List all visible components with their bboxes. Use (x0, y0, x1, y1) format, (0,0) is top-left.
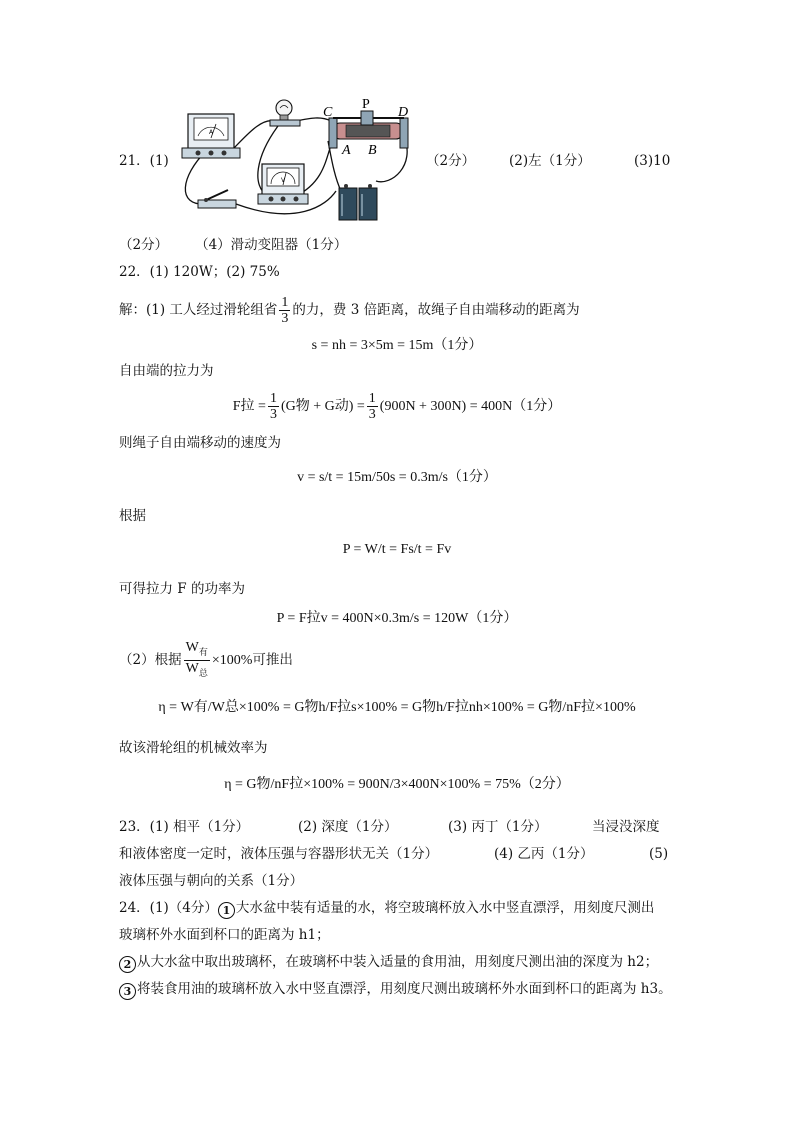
svg-text:A: A (209, 129, 214, 136)
q22-part2: （2）根据 $\frac{W_有}{W_总}$ ×100%可推出 (119, 640, 293, 678)
q23-p4: (4) 乙丙（1分） (494, 846, 594, 862)
label-b: B (368, 143, 377, 158)
q23-p3-cont: 当浸没深度 (592, 819, 660, 835)
q24-step1-cont: 玻璃杯外水面到杯口的距离为 h1； (119, 927, 330, 943)
step-3-marker: 3 (119, 983, 136, 1000)
eq-power-value: P = F拉v = 400N×0.3m/s = 120W（1分） (276, 611, 518, 626)
lamp-icon (270, 100, 300, 126)
q21-line2: （2分） （4）滑动变阻器（1分） (119, 237, 348, 253)
q24-line1: 24．(1)（4分） 1 大水盆中装有适量的水，将空玻璃杯放入水中竖直漂浮，用刻度尺测出 (119, 900, 655, 917)
q21-number: 21．(1) (119, 153, 169, 169)
label-d: D (398, 105, 409, 120)
eq-force: F拉 = $\frac{1}{3}$ (G物 + G动) = $\frac{1}{3}$ (900N + 300N) = 400N（1分） (232, 391, 562, 423)
ammeter-icon (182, 114, 240, 158)
label-p: P (362, 97, 370, 112)
q23-line3: 液体压强与朝向的关系（1分） (119, 873, 304, 889)
pull-label: 自由端的拉力为 (119, 363, 214, 379)
q21-part3: (3)10 (634, 153, 671, 169)
eq-distance: s = nh = 3×5m = 15m（1分） (311, 338, 483, 353)
label-a: A (342, 143, 351, 158)
eq-efficiency-value: η = G物/nF拉×100% = 900N/3×400N×100% = 75%（2分） (224, 777, 570, 792)
voltmeter-icon (258, 164, 308, 204)
efficiency-label: 故该滑轮组的机械效率为 (119, 740, 268, 756)
step-1-marker: 1 (218, 902, 235, 919)
speed-label: 则绳子自由端移动的速度为 (119, 435, 281, 451)
q21-part2: (2)左（1分） (509, 153, 591, 169)
eq-efficiency-derivation: η = W有/W总×100% = G物h/F拉s×100% = G物h/F拉nh×100% = G物/nF拉×100% (158, 700, 636, 715)
label-c: C (323, 105, 333, 120)
q22-intro: 解：(1) 工人经过滑轮组省 $\frac{1}{3}$ 的力，费 3 倍距离，故绳子自由端移动的距离为 (119, 295, 580, 326)
q21-score1: （2分） (426, 153, 476, 169)
step-2-marker: 2 (119, 956, 136, 973)
fraction-one-third: $\frac{1}{3}$ (281, 295, 289, 326)
circuit-diagram (176, 96, 416, 226)
q24-step3: 3 将装食用油的玻璃杯放入水中竖直漂浮，用刻度尺测出玻璃杯外水面到杯口的距离为 h3。 (119, 980, 672, 1000)
switch-icon (198, 190, 236, 208)
power-label: 可得拉力 F 的功率为 (119, 581, 245, 597)
q23-p1: 23．(1) 相平（1分） (119, 819, 250, 835)
q23-p5: (5) (649, 846, 669, 862)
q23-p2: (2) 深度（1分） (298, 819, 398, 835)
eq-power-formula: P = W/t = Fs/t = Fv (342, 542, 452, 557)
q23-p3: (3) 丙丁（1分） (448, 819, 548, 835)
svg-text:V: V (281, 177, 286, 184)
q22-answer: 22．(1) 120W；(2) 75% (119, 264, 280, 280)
basis-label: 根据 (119, 508, 146, 524)
q23-line2: 和液体密度一定时，液体压强与容器形状无关（1分） (119, 846, 439, 862)
eq-speed: v = s/t = 15m/50s = 0.3m/s（1分） (297, 470, 497, 485)
q24-step2: 2 从大水盆中取出玻璃杯，在玻璃杯中装入适量的食用油，用刻度尺测出油的深度为 h2； (119, 953, 658, 973)
battery-icon (339, 184, 377, 220)
